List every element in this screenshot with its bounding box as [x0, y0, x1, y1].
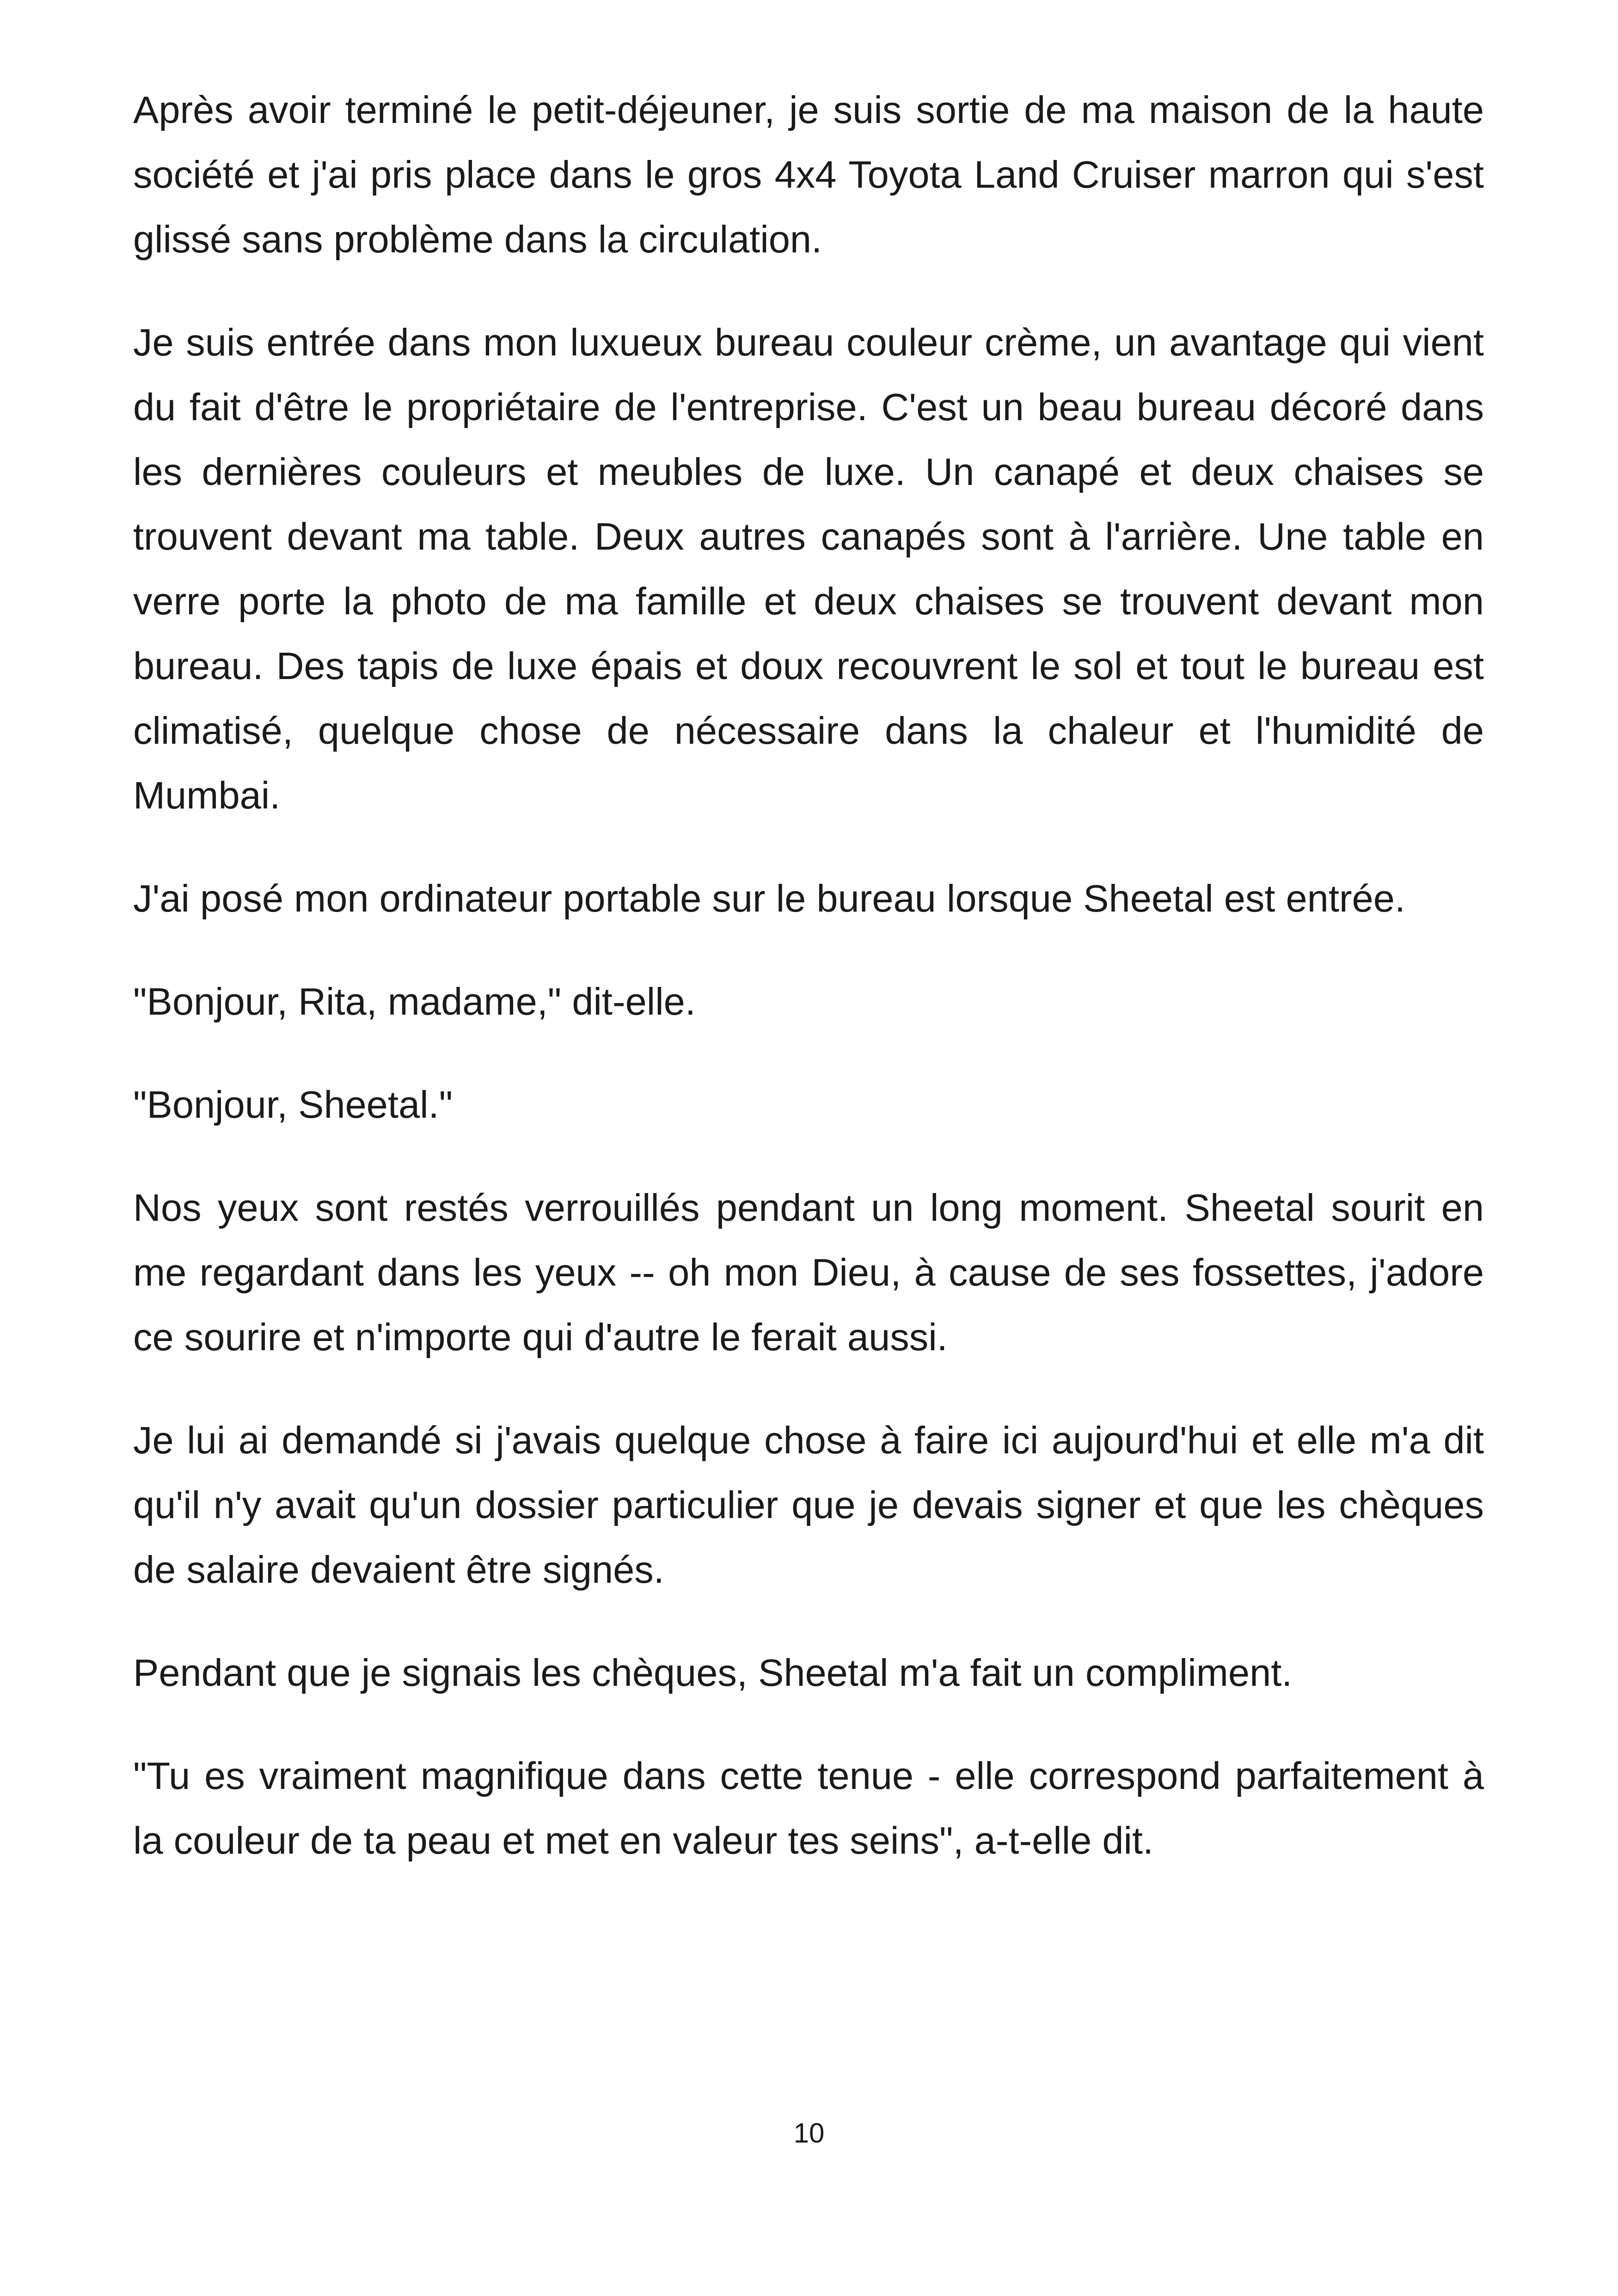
paragraph-1: Après avoir terminé le petit-déjeuner, je suis sortie de ma maison de la haute société et j'ai pris place dans le gros 4x4 Toyota Land Cruiser marron qui s'est glissé sans problème dans la circulation.: [133, 88, 1484, 261]
paragraph-7: Je lui ai demandé si j'avais quelque chose à faire ici aujourd'hui et elle m'a dit qu'il n'y avait qu'un dossier particulier que je devais signer et que les chèques de salaire devaient être signés.: [133, 1419, 1484, 1591]
paragraph-5: "Bonjour, Sheetal.": [133, 1083, 453, 1126]
paragraph-9: "Tu es vraiment magnifique dans cette tenue - elle correspond parfaitement à la couleur de ta peau et met en valeur tes seins", a-t-elle dit.: [133, 1754, 1484, 1862]
paragraph-2: Je suis entrée dans mon luxueux bureau couleur crème, un avantage qui vient du fait d'être le propriétaire de l'entreprise. C'est un beau bureau décoré dans les dernières couleurs et meubles de luxe. Un canapé et deux chaises se trouvent devant ma table. Deux autres canapés sont à l'arrière. Une table en verre porte la photo de ma famille et deux chaises se trouvent devant mon bureau. Des tapis de luxe épais et doux recouvrent le sol et tout le bureau est climatisé, quelque chose de nécessaire dans la chaleur et l'humidité de Mumbai.: [133, 321, 1484, 817]
paragraph-6: Nos yeux sont restés verrouillés pendant un long moment. Sheetal sourit en me regardant dans les yeux -- oh mon Dieu, à cause de ses fossettes, j'adore ce sourire et n'importe qui d'autre le ferait aussi.: [133, 1186, 1484, 1359]
page-number: 10: [793, 2118, 825, 2149]
paragraph-4: "Bonjour, Rita, madame," dit-elle.: [133, 980, 696, 1023]
body-text: [133, 78, 1484, 1911]
paragraph-3: J'ai posé mon ordinateur portable sur le bureau lorsque Sheetal est entrée.: [133, 877, 1405, 920]
paragraph-8: Pendant que je signais les chèques, Sheetal m'a fait un compliment.: [133, 1651, 1293, 1694]
